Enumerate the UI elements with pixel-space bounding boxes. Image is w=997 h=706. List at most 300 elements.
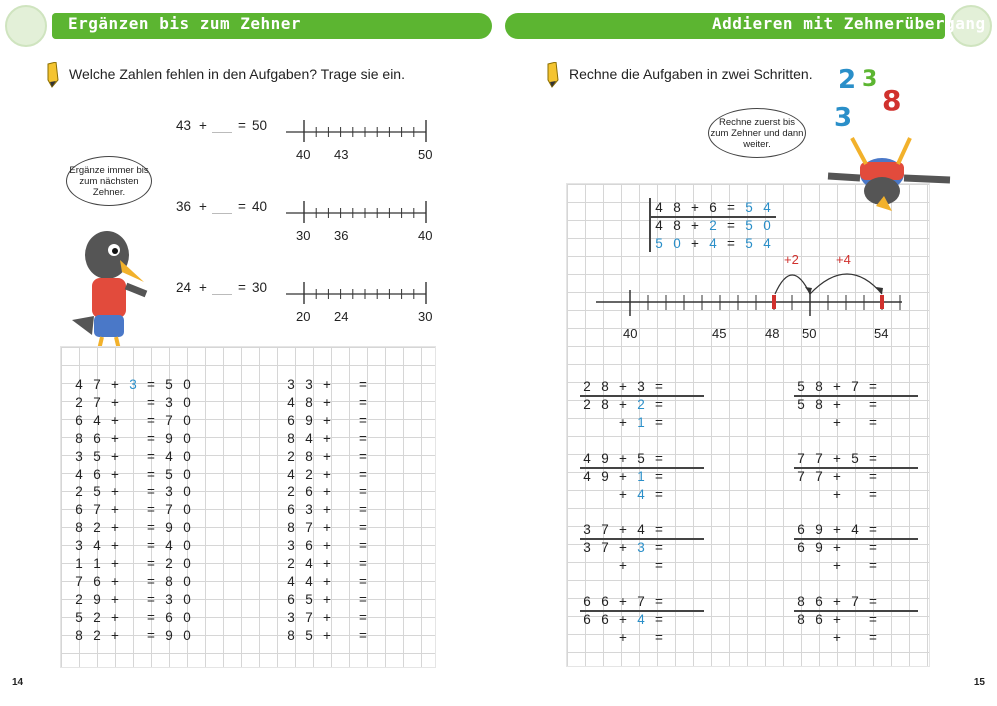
equation-cell: +: [833, 379, 841, 394]
equation-row: [282, 448, 372, 466]
equation-row: [282, 466, 372, 484]
equation-cell: 2: [287, 556, 295, 571]
equation-cell: 4: [305, 430, 313, 446]
task-plus: +: [199, 280, 207, 295]
task-operand: 43: [176, 118, 192, 133]
equation-cell: 8: [797, 594, 805, 609]
underline-separator: [580, 395, 704, 397]
equation-cell: 9: [165, 520, 173, 536]
equation-row: [70, 573, 196, 591]
equation-cell: +: [111, 502, 119, 518]
equation-cell: 5: [655, 236, 663, 251]
equation-cell: +: [323, 394, 331, 410]
equation-cell: 6: [287, 502, 295, 518]
equation-cell: 2: [75, 591, 83, 607]
equation-cell: 2: [75, 484, 83, 500]
equation-cell: 4: [287, 573, 295, 589]
equation-cell: +: [111, 484, 119, 500]
equation-cell: +: [619, 558, 627, 573]
equation-cell: 4: [655, 200, 663, 215]
equation-cell: 6: [305, 484, 313, 500]
number-line: [284, 201, 434, 225]
equation-cell: +: [111, 627, 119, 643]
jump-arc-1: [775, 275, 810, 294]
equation-cell: +: [111, 466, 119, 482]
equation-cell: +: [111, 430, 119, 446]
equation-cell: 1: [75, 556, 83, 571]
left-instruction: Welche Zahlen fehlen in den Aufgaben? Trage sie ein.: [69, 66, 405, 82]
equation-cell: 4: [165, 538, 173, 554]
equation-cell: 2: [287, 484, 295, 500]
raven-juggling-numbers: [822, 66, 956, 212]
answer-blank[interactable]: [212, 294, 232, 295]
equation-row: [70, 448, 196, 466]
equation-row: [578, 539, 668, 557]
left-bird-icon: [5, 5, 47, 47]
equation-cell: 7: [93, 502, 101, 518]
equation-cell: =: [655, 594, 663, 609]
equation-cell: +: [111, 556, 119, 571]
equation-cell: 4: [655, 218, 663, 233]
equation-row: [282, 537, 372, 555]
equation-cell: 4: [637, 487, 645, 502]
equation-cell: +: [323, 502, 331, 518]
speech-bubble-left: [66, 156, 152, 206]
equation-cell: 5: [797, 397, 805, 412]
equation-row: [282, 376, 372, 394]
equation-cell: 3: [75, 448, 83, 464]
equation-cell: 4: [637, 522, 645, 537]
equation-row: [282, 501, 372, 519]
equation-cell: 6: [797, 540, 805, 555]
equation-row: [792, 468, 882, 486]
equation-cell: =: [359, 556, 367, 571]
equation-cell: =: [869, 487, 877, 502]
equation-cell: 0: [183, 466, 191, 482]
equation-cell: 5: [851, 451, 859, 466]
task-equals: =: [238, 199, 246, 214]
equation-cell: 0: [763, 218, 771, 233]
equation-row: [578, 611, 668, 629]
equation-cell: 7: [797, 469, 805, 484]
underline-separator: [580, 610, 704, 612]
page-number-left: 14: [12, 677, 24, 688]
equation-cell: 8: [75, 430, 83, 446]
equation-row: [70, 537, 196, 555]
equation-cell: =: [655, 469, 663, 484]
equation-row: [792, 450, 882, 468]
speech-bubble-right: [708, 108, 806, 158]
equation-cell: +: [833, 451, 841, 466]
equation-cell: =: [147, 394, 155, 410]
right-instruction: Rechne die Aufgaben in zwei Schritten.: [569, 66, 813, 82]
equation-row: [70, 394, 196, 412]
answer-blank[interactable]: [212, 213, 232, 214]
equation-cell: 3: [637, 379, 645, 394]
equation-cell: 6: [165, 609, 173, 625]
raven-character-left: [62, 220, 162, 360]
equation-cell: 1: [93, 556, 101, 571]
equation-cell: 6: [75, 502, 83, 518]
equation-cell: 8: [815, 379, 823, 394]
equation-row: [792, 629, 882, 647]
equation-cell: 8: [305, 394, 313, 410]
task-equals: =: [238, 118, 246, 133]
equation-cell: 7: [93, 394, 101, 410]
equation-cell: 2: [583, 397, 591, 412]
equation-row: [578, 396, 668, 414]
equation-cell: +: [833, 522, 841, 537]
equation-cell: 6: [797, 522, 805, 537]
equation-cell: +: [323, 538, 331, 554]
equation-cell: +: [323, 627, 331, 643]
equation-cell: =: [869, 558, 877, 573]
equation-row: [70, 627, 196, 645]
equation-cell: =: [147, 609, 155, 625]
equation-cell: 4: [637, 612, 645, 627]
equation-cell: =: [655, 379, 663, 394]
equation-cell: 7: [305, 520, 313, 536]
equation-cell: 6: [709, 200, 717, 215]
equation-cell: =: [869, 451, 877, 466]
equation-cell: +: [111, 394, 119, 410]
equation-cell: 8: [165, 573, 173, 589]
svg-text:8: 8: [882, 84, 902, 117]
equation-cell: 3: [165, 591, 173, 607]
equation-cell: =: [655, 522, 663, 537]
number-line-label: 40: [418, 228, 433, 243]
equation-cell: +: [111, 520, 119, 536]
equation-row: [282, 591, 372, 609]
equation-cell: =: [359, 377, 367, 392]
equation-cell: 6: [75, 412, 83, 428]
equation-cell: +: [619, 612, 627, 627]
right-page-title: Addieren mit Zehnerübergang: [712, 14, 986, 33]
equation-cell: 5: [745, 200, 753, 215]
left-page-title: Ergänzen bis zum Zehner: [68, 14, 302, 33]
equation-cell: 0: [183, 502, 191, 518]
equation-cell: 9: [601, 469, 609, 484]
equation-cell: =: [655, 558, 663, 573]
equation-cell: 0: [183, 609, 191, 625]
equation-cell: 9: [815, 540, 823, 555]
equation-cell: =: [869, 594, 877, 609]
equation-cell: =: [727, 236, 735, 251]
equation-cell: 5: [745, 218, 753, 233]
equation-row: [70, 376, 196, 394]
equation-cell: 6: [815, 594, 823, 609]
equation-cell: =: [147, 627, 155, 643]
equation-cell: +: [619, 630, 627, 645]
pencil-icon: [544, 62, 560, 88]
example-axis-label: 54: [874, 326, 889, 341]
equation-cell: 3: [583, 540, 591, 555]
equation-cell: =: [727, 218, 735, 233]
equation-cell: 6: [93, 466, 101, 482]
task-plus: +: [199, 118, 207, 133]
number-line-label: 50: [418, 147, 433, 162]
equation-cell: +: [323, 412, 331, 428]
equation-cell: 8: [815, 397, 823, 412]
equation-cell: 5: [305, 591, 313, 607]
equation-cell: =: [359, 448, 367, 464]
equation-cell: +: [833, 415, 841, 430]
equation-cell: 0: [183, 573, 191, 589]
equation-cell: +: [619, 594, 627, 609]
equation-cell: 4: [93, 412, 101, 428]
equation-cell: 7: [851, 379, 859, 394]
equation-cell: 3: [165, 484, 173, 500]
equation-cell: 4: [851, 522, 859, 537]
example-axis-label: 40: [623, 326, 638, 341]
equation-cell: =: [655, 612, 663, 627]
equation-cell: +: [111, 412, 119, 428]
equation-cell: +: [323, 377, 331, 392]
equation-row: [70, 519, 196, 537]
equation-cell: 8: [673, 218, 681, 233]
equation-row: [792, 557, 882, 575]
equation-cell: =: [147, 573, 155, 589]
equation-cell: +: [323, 448, 331, 464]
equation-row: [70, 591, 196, 609]
equation-row: [578, 521, 668, 539]
equation-cell: 0: [183, 430, 191, 446]
equation-cell: +: [833, 487, 841, 502]
equation-row: [578, 486, 668, 504]
equation-cell: +: [833, 397, 841, 412]
number-line-label: 40: [296, 147, 311, 162]
equation-cell: =: [147, 520, 155, 536]
equation-row: [578, 468, 668, 486]
equation-cell: +: [833, 558, 841, 573]
equation-row: [792, 521, 882, 539]
equation-cell: 9: [165, 627, 173, 643]
equation-cell: =: [359, 394, 367, 410]
equation-cell: 8: [797, 612, 805, 627]
equation-row: [792, 378, 882, 396]
equation-cell: 5: [305, 627, 313, 643]
equation-cell: +: [111, 448, 119, 464]
underline-separator: [794, 395, 918, 397]
equation-cell: 4: [287, 466, 295, 482]
equation-cell: 3: [287, 609, 295, 625]
equation-cell: +: [323, 609, 331, 625]
number-line-label: 24: [334, 309, 349, 324]
equation-row: [578, 629, 668, 647]
equation-cell: 9: [165, 430, 173, 446]
number-line-label: 20: [296, 309, 311, 324]
equation-cell: +: [619, 487, 627, 502]
equation-cell: 4: [75, 466, 83, 482]
equation-cell: =: [869, 469, 877, 484]
bubble-text: Ergänze immer bis zum nächsten Zehner.: [69, 164, 149, 198]
equation-row: [70, 412, 196, 430]
task-operand: 36: [176, 199, 192, 214]
equation-row: [282, 430, 372, 448]
equation-row: [650, 199, 776, 217]
equation-cell: +: [833, 630, 841, 645]
equation-cell: =: [147, 502, 155, 518]
equation-cell: 8: [287, 430, 295, 446]
page-number-right: 15: [973, 677, 985, 688]
equation-cell: 2: [287, 448, 295, 464]
equation-cell: 9: [815, 522, 823, 537]
underline-separator: [794, 467, 918, 469]
equation-cell: 3: [129, 377, 137, 392]
equation-cell: +: [833, 540, 841, 555]
number-line-label: 43: [334, 147, 349, 162]
equation-cell: 4: [305, 556, 313, 571]
equation-cell: 4: [75, 377, 83, 392]
equation-row: [650, 217, 776, 235]
equation-cell: 7: [305, 609, 313, 625]
equation-cell: 0: [183, 448, 191, 464]
equation-cell: +: [619, 379, 627, 394]
equation-cell: 0: [183, 484, 191, 500]
equation-cell: =: [655, 630, 663, 645]
number-line-label: 30: [296, 228, 311, 243]
equation-cell: 0: [183, 394, 191, 410]
equation-cell: 5: [745, 236, 753, 251]
equation-cell: =: [359, 538, 367, 554]
equation-cell: 3: [287, 377, 295, 392]
example-axis-label: 48: [765, 326, 780, 341]
equation-cell: +: [833, 594, 841, 609]
equation-cell: =: [147, 448, 155, 464]
equation-cell: +: [691, 200, 699, 215]
equation-cell: +: [619, 397, 627, 412]
equation-cell: 3: [287, 538, 295, 554]
equation-cell: =: [359, 502, 367, 518]
equation-cell: 9: [305, 412, 313, 428]
task-result: 50: [252, 118, 268, 133]
equation-cell: 6: [815, 612, 823, 627]
underline-separator: [650, 216, 776, 218]
equation-cell: =: [655, 451, 663, 466]
equation-cell: +: [619, 451, 627, 466]
equation-cell: 6: [583, 594, 591, 609]
pencil-icon: [44, 62, 60, 88]
equation-cell: 4: [287, 394, 295, 410]
task-result: 30: [252, 280, 268, 295]
equation-cell: 5: [797, 379, 805, 394]
equation-row: [578, 450, 668, 468]
equation-cell: +: [323, 573, 331, 589]
jump-arc-2: [810, 274, 882, 294]
equation-cell: =: [147, 377, 155, 392]
example-axis-label: 45: [712, 326, 727, 341]
equation-cell: 5: [165, 377, 173, 392]
equation-cell: 5: [93, 484, 101, 500]
equation-cell: +: [111, 591, 119, 607]
equation-row: [282, 555, 372, 573]
underline-separator: [580, 467, 704, 469]
number-line: [284, 120, 434, 144]
equation-row: [282, 394, 372, 412]
equation-cell: 7: [165, 502, 173, 518]
equation-cell: +: [111, 573, 119, 589]
equation-cell: =: [147, 412, 155, 428]
equation-cell: 3: [75, 538, 83, 554]
vertical-separator: [649, 198, 651, 252]
example-number-line: [590, 250, 910, 350]
equation-cell: 9: [601, 451, 609, 466]
svg-text:3: 3: [862, 67, 878, 92]
equation-cell: +: [619, 522, 627, 537]
equation-cell: 8: [75, 520, 83, 536]
equation-row: [792, 539, 882, 557]
number-line-label: 36: [334, 228, 349, 243]
equation-cell: 0: [183, 412, 191, 428]
number-line: [284, 282, 434, 306]
equation-cell: 6: [93, 430, 101, 446]
equation-cell: +: [619, 415, 627, 430]
equation-cell: 8: [601, 379, 609, 394]
equation-cell: =: [359, 466, 367, 482]
equation-row: [578, 593, 668, 611]
marker-red: [880, 295, 884, 309]
equation-cell: 9: [93, 591, 101, 607]
equation-cell: 7: [75, 573, 83, 589]
equation-cell: 5: [93, 448, 101, 464]
equation-cell: 3: [583, 522, 591, 537]
equation-cell: 4: [165, 448, 173, 464]
equation-cell: 3: [305, 377, 313, 392]
equation-row: [282, 627, 372, 645]
equation-row: [792, 593, 882, 611]
equation-row: [282, 519, 372, 537]
equation-row: [70, 430, 196, 448]
equation-cell: 2: [93, 609, 101, 625]
equation-cell: +: [111, 377, 119, 392]
equation-cell: =: [359, 573, 367, 589]
equation-cell: 8: [305, 448, 313, 464]
equation-row: [70, 483, 196, 501]
underline-separator: [580, 538, 704, 540]
equation-cell: 7: [851, 594, 859, 609]
equation-cell: 0: [183, 556, 191, 571]
equation-cell: 4: [305, 573, 313, 589]
equation-cell: 0: [183, 627, 191, 643]
equation-cell: 0: [183, 591, 191, 607]
marker-red: [772, 295, 776, 309]
underline-separator: [794, 610, 918, 612]
equation-cell: =: [869, 397, 877, 412]
task-operand: 24: [176, 280, 192, 295]
equation-cell: =: [727, 200, 735, 215]
equation-cell: =: [359, 609, 367, 625]
equation-cell: =: [147, 484, 155, 500]
equation-cell: =: [869, 630, 877, 645]
equation-cell: 6: [601, 594, 609, 609]
jump-label-2: +4: [836, 252, 851, 267]
equation-row: [792, 396, 882, 414]
equation-cell: +: [323, 430, 331, 446]
equation-cell: 8: [287, 520, 295, 536]
equation-cell: =: [869, 379, 877, 394]
equation-cell: 2: [93, 520, 101, 536]
equation-cell: =: [359, 430, 367, 446]
equation-cell: 8: [287, 627, 295, 643]
equation-cell: 6: [601, 612, 609, 627]
equation-cell: 0: [183, 538, 191, 554]
equation-cell: +: [323, 484, 331, 500]
example-axis-label: 50: [802, 326, 817, 341]
answer-blank[interactable]: [212, 132, 232, 133]
equation-cell: +: [323, 466, 331, 482]
svg-text:3: 3: [834, 103, 853, 133]
equation-row: [70, 501, 196, 519]
